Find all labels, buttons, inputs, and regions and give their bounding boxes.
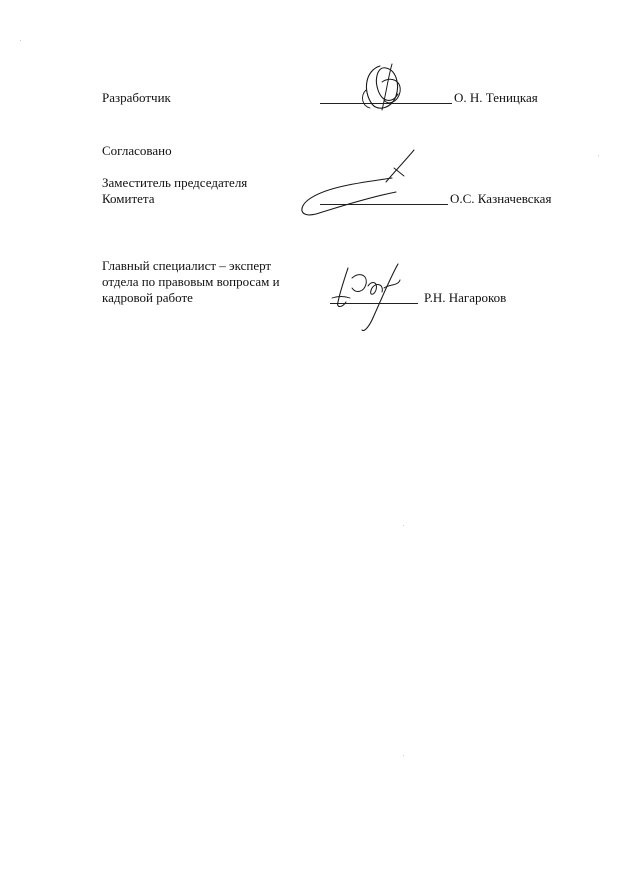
- approval-heading: Согласовано: [102, 143, 172, 158]
- deputy-name: О.С. Казначевская: [450, 191, 552, 206]
- developer-signature: [352, 60, 412, 120]
- deputy-signature: [296, 140, 426, 224]
- specialist-role-line-3: кадровой работе: [102, 290, 193, 305]
- developer-role: Разработчик: [102, 90, 171, 105]
- deputy-role-line-2: Комитета: [102, 191, 155, 206]
- developer-name: О. Н. Теницкая: [454, 90, 538, 105]
- deputy-role-line-1: Заместитель председателя: [102, 175, 248, 190]
- specialist-signature: [328, 258, 420, 338]
- scan-speck: [598, 155, 599, 156]
- specialist-name: Р.Н. Нагароков: [424, 290, 507, 305]
- scan-speck: [403, 755, 404, 756]
- scan-speck: [403, 525, 404, 526]
- specialist-role-line-2: отдела по правовым вопросам и: [102, 274, 280, 289]
- specialist-role-line-1: Главный специалист – эксперт: [102, 258, 272, 273]
- scan-speck: [20, 40, 21, 41]
